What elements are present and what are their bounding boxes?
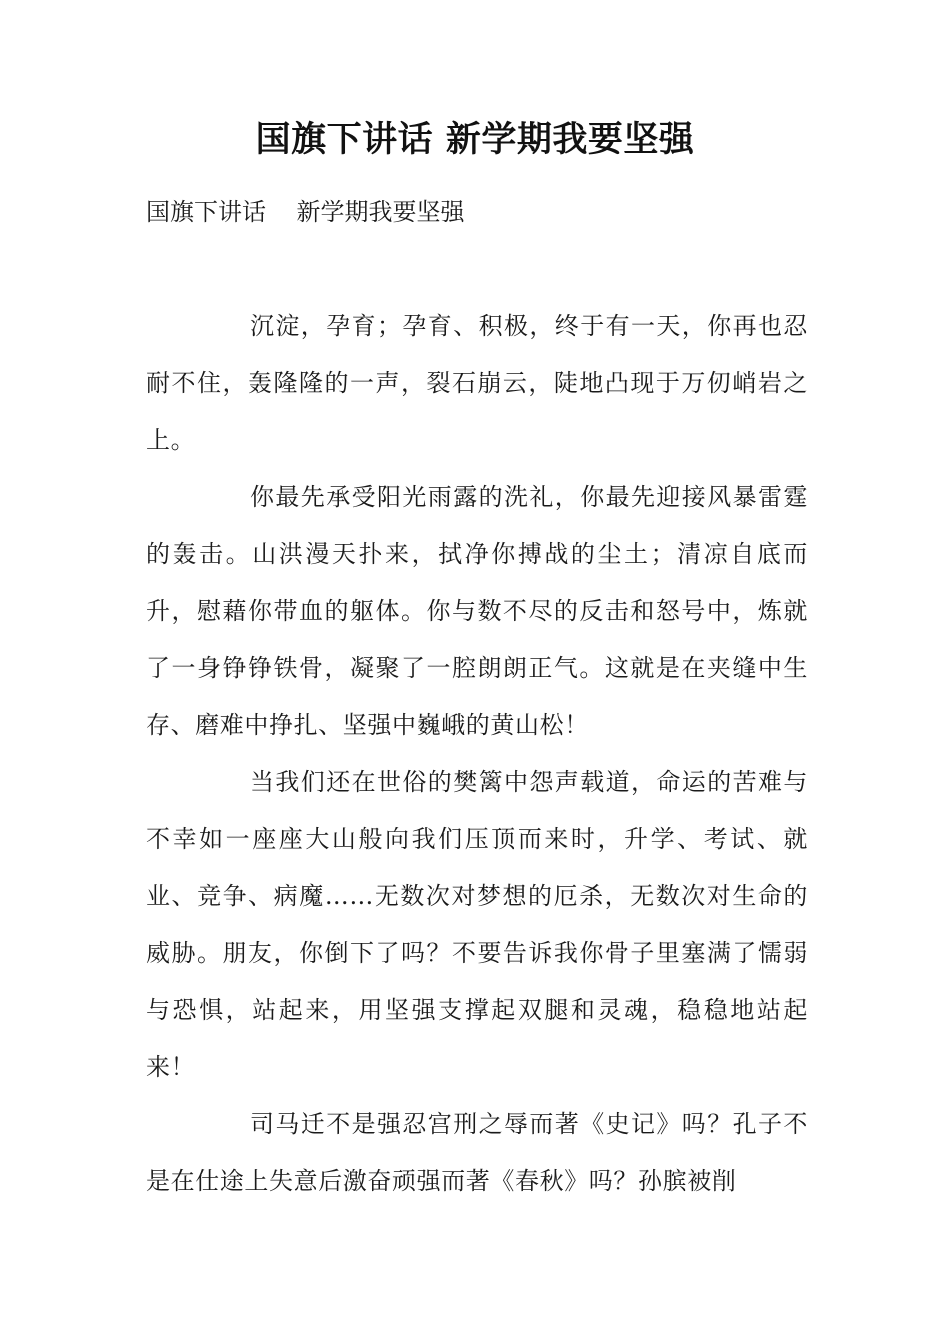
document-subtitle: 国旗下讲话 新学期我要坚强: [146, 198, 465, 226]
paragraph-2: 你最先承受阳光雨露的洗礼，你最先迎接风暴雷霆的轰击。山洪漫天扑来，拭净你搏战的尘土；清凉自底而升，慰藉你带血的躯体。你与数不尽的反击和怒号中，炼就了一身铮铮铁骨，凝聚了一腔朗朗正气。这就是在夹缝中生存、磨难中挣扎、坚强中巍峨的黄山松！: [146, 483, 808, 739]
paragraph-1: 沉淀，孕育；孕育、积极，终于有一天，你再也忍耐不住，轰隆隆的一声，裂石崩云，陡地凸现于万仞峭岩之上。: [146, 312, 808, 454]
document-body: [146, 298, 808, 1210]
document-title: 国旗下讲话 新学期我要坚强: [255, 120, 695, 160]
paragraph-3: 当我们还在世俗的樊篱中怨声载道，命运的苦难与不幸如一座座大山般向我们压顶而来时，升学、考试、就业、竞争、病魔……无数次对梦想的厄杀，无数次对生命的威胁。朋友，你倒下了吗？不要告诉我你骨子里塞满了懦弱与恐惧，站起来，用坚强支撑起双腿和灵魂，稳稳地站起来！: [146, 768, 808, 1081]
paragraph-4: 司马迁不是强忍宫刑之辱而著《史记》吗？孔子不是在仕途上失意后激奋顽强而著《春秋》吗？孙膑被削: [146, 1110, 808, 1195]
